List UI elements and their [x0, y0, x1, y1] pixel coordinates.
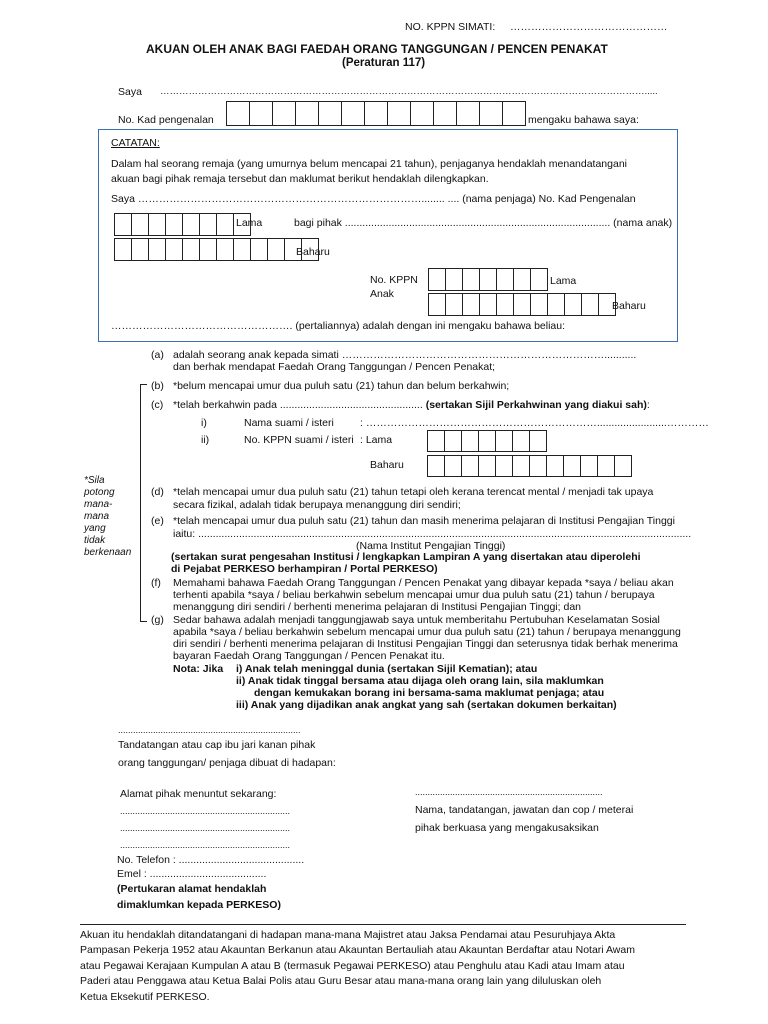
- institution-caption: (Nama Institut Pengajian Tinggi): [356, 540, 506, 552]
- saya-field[interactable]: ……………………………………………………………………………………………………………………………………….....: [160, 86, 658, 97]
- guardian-ic-lama-boxes[interactable]: [114, 213, 251, 236]
- ic-suffix: mengaku bahawa saya:: [528, 114, 639, 126]
- spouse-name-field[interactable]: : …………………………………………………………........................…………: [360, 417, 709, 429]
- footer-line-3: atau Pegawai Kerajaan Kumpulan A atau B (termasuk Pegawai PERKESO) atau Penghulu atau Kadi atau Imam atau: [80, 960, 625, 972]
- nota-i: i) Anak telah meninggal dunia (sertakan Sijil Kematian); atau: [236, 663, 538, 675]
- kppn-anak-baharu-boxes[interactable]: [428, 293, 616, 316]
- item-b-text: *belum mencapai umur dua puluh satu (21) tahun dan belum berkahwin;: [173, 380, 510, 392]
- saya-label: Saya: [118, 86, 142, 98]
- footer-line-1: Akuan itu hendaklah ditandatangani di hadapan mana-mana Majistret atau Jaksa Pendamai atau Pesuruhjaya Akta: [80, 929, 616, 941]
- ic-label: No. Kad pengenalan: [118, 114, 214, 126]
- item-g-text-3: diri sendiri / berhenti menerima pelajaran di Institusi Pengajian Tinggi dan seterusnya tidak berhak menerima: [173, 638, 678, 650]
- item-e-bold-2: di Pejabat PERKESO berhampiran / Portal PERKESO): [171, 563, 438, 575]
- item-g-text-2: apabila *saya / beliau berkahwin sebelum mencapai umur dua puluh satu (21) tahun / berupaya menanggung: [173, 626, 681, 638]
- address-field-3[interactable]: ....................................................................: [120, 840, 291, 850]
- item-f-label: (f): [151, 577, 161, 589]
- address-label: Alamat pihak menuntut sekarang:: [120, 788, 277, 800]
- form-subtitle: (Peraturan 117): [342, 57, 426, 69]
- item-e-text-1: *telah mencapai umur dua puluh satu (21) tahun dan masih menerima pelajaran di Institusi Pengajian Tinggi: [173, 515, 675, 527]
- witness-caption-2: pihak berkuasa yang mengakusaksikan: [415, 822, 599, 834]
- spouse-kppn-label: No. KPPN suami / isteri: [244, 434, 354, 446]
- catatan-line-1: Dalam hal seorang remaja (yang umurnya belum mencapai 21 tahun), penjaganya hendaklah menandatangani: [111, 158, 628, 170]
- guardian-ic-baharu-boxes[interactable]: [114, 238, 319, 261]
- footer-divider: [80, 924, 686, 925]
- address-change-note-1: (Pertukaran alamat hendaklah: [117, 883, 267, 895]
- item-e-bold-1: (sertakan surat pengesahan Institusi / lengkapkan Lampiran A yang disertakan atau diperolehi: [171, 551, 641, 563]
- item-a-text-1: adalah seorang anak kepada simati …………………………………………………………………...........: [173, 349, 637, 361]
- institution-field[interactable]: iaitu: .........................................................................................................................................................................: [173, 528, 692, 540]
- lama-label: Lama: [236, 217, 263, 229]
- spouse-kppn-lama-boxes[interactable]: [427, 430, 547, 452]
- item-a-text-2: dan berhak mendapat Faedah Orang Tanggungan / Pencen Penakat;: [173, 361, 496, 373]
- ic-number-boxes[interactable]: [226, 101, 526, 126]
- baharu-label-2: Baharu: [612, 300, 646, 312]
- item-g-label: (g): [151, 614, 164, 626]
- item-c-ii-label: ii): [201, 434, 210, 446]
- spouse-name-label: Nama suami / isteri: [244, 417, 334, 429]
- item-c-i-label: i): [201, 417, 207, 429]
- kppn-simati-field[interactable]: ………………………………………: [510, 21, 668, 33]
- footer-line-5: Ketua Eksekutif PERKESO.: [80, 991, 210, 1003]
- address-field-1[interactable]: ....................................................................: [120, 806, 291, 816]
- kppn-anak-lama-boxes[interactable]: [428, 268, 548, 291]
- item-b-label: (b): [151, 380, 164, 392]
- item-d-label: (d): [151, 486, 164, 498]
- signature-field[interactable]: .........................................................................: [118, 725, 301, 735]
- address-change-note-2: dimaklumkan kepada PERKESO): [117, 899, 281, 911]
- item-f-text-3: menanggung diri sendiri / berhenti menerima pelajaran di Institusi Pengajian Tinggi; dan: [173, 601, 581, 613]
- nota-ii-1: ii) Anak tidak tinggal bersama atau dijaga oleh orang lain, sila maklumkan: [236, 675, 604, 687]
- lama-label-2: Lama: [550, 275, 577, 287]
- signature-caption-2: orang tanggungan/ penjaga dibuat di hadapan:: [118, 757, 336, 769]
- spouse-kppn-lama-label: : Lama: [360, 434, 393, 446]
- catatan-heading: CATATAN:: [111, 137, 160, 149]
- side-note: *Sila potong mana- mana yang tidak berkenaan: [84, 475, 132, 558]
- item-e-label: (e): [151, 515, 164, 527]
- kppn-anak-label-1: No. KPPN: [370, 274, 418, 286]
- email-field[interactable]: Emel : ........................................: [117, 868, 267, 880]
- child-name-line[interactable]: bagi pihak ........................................................................................... (nama anak): [294, 217, 673, 229]
- phone-field[interactable]: No. Telefon : ...........................................: [117, 854, 305, 866]
- witness-signature-field[interactable]: ...........................................................................: [415, 787, 603, 797]
- relationship-line[interactable]: ……………………………………………. (pertaliannya) adalah dengan ini mengaku bahawa beliau:: [111, 320, 566, 332]
- item-a-label: (a): [151, 349, 164, 361]
- footer-line-4: Paderi atau Penggawa atau Ketua Balai Polis atau Guru Besar atau mana-mana orang lain yang diluluskan oleh: [80, 975, 602, 987]
- nota-label: Nota: Jika: [173, 663, 224, 675]
- side-bracket: [140, 384, 147, 622]
- item-d-text-2: secara fizikal, adalah tidak berupaya menanggung diri sendiri;: [173, 499, 461, 511]
- item-f-text-1: Memahami bahawa Faedah Orang Tanggungan / Pencen Penakat yang dibayar kepada *saya / beliau akan: [173, 577, 674, 589]
- baharu-label: Baharu: [296, 246, 330, 258]
- address-field-2[interactable]: ....................................................................: [120, 823, 291, 833]
- item-g-text-4: bayaran Faedah Orang Tanggungan / Pencen Penakat itu.: [173, 650, 445, 662]
- item-c-label: (c): [151, 399, 164, 411]
- footer-line-2: Pampasan Pekerja 1952 atau Akauntan Berkanun atau Akauntan Bertauliah atau Akauntan Berdaftar atau Notari Awam: [80, 944, 635, 956]
- signature-caption-1: Tandatangan atau cap ibu jari kanan pihak: [118, 739, 316, 751]
- kppn-simati-label: NO. KPPN SIMATI:: [405, 21, 496, 33]
- nota-iii: iii) Anak yang dijadikan anak angkat yang sah (sertakan dokumen berkaitan): [236, 699, 617, 711]
- item-g-text-1: Sedar bahawa adalah menjadi tanggungjawab saya untuk memberitahu Pertubuhan Keselamatan Sosial: [173, 614, 660, 626]
- spouse-kppn-baharu-label: Baharu: [370, 459, 404, 471]
- form-title: AKUAN OLEH ANAK BAGI FAEDAH ORANG TANGGUNGAN / PENCEN PENAKAT: [146, 42, 608, 56]
- item-f-text-2: terhenti apabila *saya / beliau berkahwin sebelum mencapai umur dua puluh satu (21) tahun / berupaya: [173, 589, 655, 601]
- kppn-anak-label-2: Anak: [370, 288, 394, 300]
- item-d-text-1: *telah mencapai umur dua puluh satu (21) tahun tetapi oleh kerana terencat mental / menjadi tak upaya: [173, 486, 654, 498]
- item-c-text: *telah berkahwin pada ................................................. (sertakan Sijil Perkahwinan yang diakui sah):: [173, 399, 650, 411]
- guardian-name-line[interactable]: Saya ………………………………………………………………………........ .... (nama penjaga) No. Kad Pengenalan: [111, 193, 636, 205]
- nota-ii-2: dengan kemukakan borang ini bersama-sama maklumat penjaga; atau: [254, 687, 605, 699]
- catatan-line-2: akuan bagi pihak remaja tersebut dan maklumat berikut hendaklah dilengkapkan.: [111, 173, 489, 185]
- witness-caption-1: Nama, tandatangan, jawatan dan cop / meterai: [415, 804, 634, 816]
- spouse-kppn-baharu-boxes[interactable]: [427, 455, 632, 477]
